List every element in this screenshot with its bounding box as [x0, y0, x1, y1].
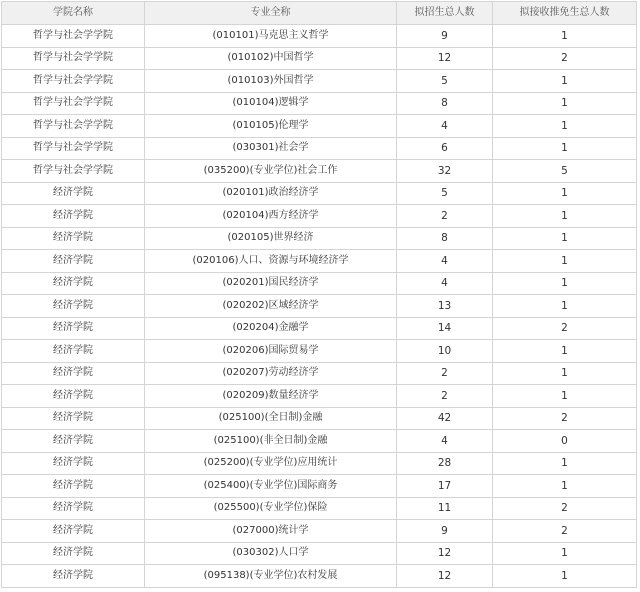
cell-exempt-total: 1 [493, 137, 637, 160]
header-plan-total: 拟招生总人数 [397, 2, 493, 25]
table-row [2, 227, 637, 250]
cell-major: (020104)西方经济学 [145, 205, 397, 228]
admissions-table [1, 1, 637, 588]
cell-college: 经济学院 [2, 340, 145, 363]
table-row [2, 205, 637, 228]
cell-plan-total: 9 [397, 520, 493, 543]
cell-exempt-total: 1 [493, 272, 637, 295]
cell-college: 哲学与社会学学院 [2, 160, 145, 183]
table-row [2, 70, 637, 93]
cell-college: 经济学院 [2, 272, 145, 295]
cell-exempt-total: 1 [493, 565, 637, 588]
cell-major: (020105)世界经济 [145, 227, 397, 250]
cell-college: 经济学院 [2, 205, 145, 228]
cell-major: (010105)伦理学 [145, 115, 397, 138]
cell-college: 经济学院 [2, 430, 145, 453]
cell-major: (027000)统计学 [145, 520, 397, 543]
cell-plan-total: 2 [397, 385, 493, 408]
cell-exempt-total: 1 [493, 92, 637, 115]
cell-college: 哲学与社会学学院 [2, 115, 145, 138]
table-row [2, 362, 637, 385]
cell-plan-total: 28 [397, 452, 493, 475]
cell-college: 哲学与社会学学院 [2, 47, 145, 70]
cell-college: 经济学院 [2, 452, 145, 475]
table-header [2, 2, 637, 25]
cell-major: (025200)(专业学位)应用统计 [145, 452, 397, 475]
cell-major: (010104)逻辑学 [145, 92, 397, 115]
cell-major: (025400)(专业学位)国际商务 [145, 475, 397, 498]
cell-exempt-total: 1 [493, 205, 637, 228]
cell-major: (030301)社会学 [145, 137, 397, 160]
cell-plan-total: 12 [397, 565, 493, 588]
table-row [2, 92, 637, 115]
cell-plan-total: 12 [397, 542, 493, 565]
table-row [2, 520, 637, 543]
table-row [2, 385, 637, 408]
table-row [2, 317, 637, 340]
table-row [2, 182, 637, 205]
cell-college: 哲学与社会学学院 [2, 137, 145, 160]
cell-plan-total: 5 [397, 182, 493, 205]
table-row [2, 250, 637, 273]
cell-major: (020101)政治经济学 [145, 182, 397, 205]
table-row [2, 452, 637, 475]
cell-exempt-total: 1 [493, 182, 637, 205]
cell-college: 经济学院 [2, 497, 145, 520]
cell-college: 哲学与社会学学院 [2, 25, 145, 48]
cell-exempt-total: 1 [493, 70, 637, 93]
cell-exempt-total: 2 [493, 497, 637, 520]
cell-major: (010102)中国哲学 [145, 47, 397, 70]
cell-college: 经济学院 [2, 520, 145, 543]
cell-exempt-total: 1 [493, 340, 637, 363]
cell-exempt-total: 1 [493, 295, 637, 318]
cell-college: 经济学院 [2, 317, 145, 340]
table-row [2, 340, 637, 363]
cell-college: 经济学院 [2, 542, 145, 565]
cell-major: (025100)(全日制)金融 [145, 407, 397, 430]
cell-plan-total: 6 [397, 137, 493, 160]
cell-plan-total: 8 [397, 227, 493, 250]
cell-plan-total: 8 [397, 92, 493, 115]
cell-major: (035200)(专业学位)社会工作 [145, 160, 397, 183]
cell-major: (020206)国际贸易学 [145, 340, 397, 363]
table-body [2, 25, 637, 588]
cell-major: (025500)(专业学位)保险 [145, 497, 397, 520]
cell-exempt-total: 1 [493, 542, 637, 565]
table-row [2, 565, 637, 588]
table-row [2, 137, 637, 160]
cell-major: (010101)马克思主义哲学 [145, 25, 397, 48]
table-row [2, 115, 637, 138]
cell-plan-total: 4 [397, 250, 493, 273]
cell-plan-total: 12 [397, 47, 493, 70]
cell-exempt-total: 1 [493, 385, 637, 408]
cell-exempt-total: 1 [493, 452, 637, 475]
cell-exempt-total: 2 [493, 407, 637, 430]
table-row [2, 160, 637, 183]
cell-college: 经济学院 [2, 227, 145, 250]
table-row [2, 497, 637, 520]
cell-college: 经济学院 [2, 362, 145, 385]
cell-plan-total: 4 [397, 430, 493, 453]
header-college: 学院名称 [2, 2, 145, 25]
table-row [2, 542, 637, 565]
cell-plan-total: 13 [397, 295, 493, 318]
cell-exempt-total: 1 [493, 250, 637, 273]
cell-plan-total: 9 [397, 25, 493, 48]
cell-major: (020204)金融学 [145, 317, 397, 340]
cell-major: (025100)(非全日制)金融 [145, 430, 397, 453]
cell-college: 经济学院 [2, 565, 145, 588]
cell-college: 经济学院 [2, 385, 145, 408]
cell-plan-total: 2 [397, 362, 493, 385]
cell-major: (020207)劳动经济学 [145, 362, 397, 385]
cell-plan-total: 10 [397, 340, 493, 363]
cell-major: (020201)国民经济学 [145, 272, 397, 295]
cell-exempt-total: 0 [493, 430, 637, 453]
cell-plan-total: 4 [397, 272, 493, 295]
cell-exempt-total: 1 [493, 115, 637, 138]
cell-plan-total: 4 [397, 115, 493, 138]
cell-college: 经济学院 [2, 295, 145, 318]
header-exempt-total: 拟接收推免生总人数 [493, 2, 637, 25]
table-row [2, 407, 637, 430]
cell-exempt-total: 1 [493, 25, 637, 48]
cell-plan-total: 32 [397, 160, 493, 183]
cell-plan-total: 42 [397, 407, 493, 430]
cell-major: (020106)人口、资源与环境经济学 [145, 250, 397, 273]
table-row [2, 47, 637, 70]
cell-exempt-total: 1 [493, 475, 637, 498]
table-row [2, 25, 637, 48]
cell-exempt-total: 5 [493, 160, 637, 183]
cell-major: (030302)人口学 [145, 542, 397, 565]
cell-plan-total: 5 [397, 70, 493, 93]
table-row [2, 475, 637, 498]
cell-college: 哲学与社会学学院 [2, 70, 145, 93]
cell-college: 哲学与社会学学院 [2, 92, 145, 115]
cell-college: 经济学院 [2, 182, 145, 205]
cell-college: 经济学院 [2, 475, 145, 498]
cell-exempt-total: 2 [493, 317, 637, 340]
cell-college: 经济学院 [2, 407, 145, 430]
cell-college: 经济学院 [2, 250, 145, 273]
table-row [2, 272, 637, 295]
cell-exempt-total: 2 [493, 47, 637, 70]
table-row [2, 295, 637, 318]
cell-exempt-total: 1 [493, 362, 637, 385]
cell-plan-total: 11 [397, 497, 493, 520]
header-major: 专业全称 [145, 2, 397, 25]
cell-major: (010103)外国哲学 [145, 70, 397, 93]
cell-plan-total: 14 [397, 317, 493, 340]
cell-plan-total: 17 [397, 475, 493, 498]
cell-major: (020202)区域经济学 [145, 295, 397, 318]
table-row [2, 430, 637, 453]
header-row [2, 2, 637, 25]
cell-exempt-total: 1 [493, 227, 637, 250]
cell-exempt-total: 2 [493, 520, 637, 543]
cell-major: (020209)数量经济学 [145, 385, 397, 408]
cell-major: (095138)(专业学位)农村发展 [145, 565, 397, 588]
cell-plan-total: 2 [397, 205, 493, 228]
